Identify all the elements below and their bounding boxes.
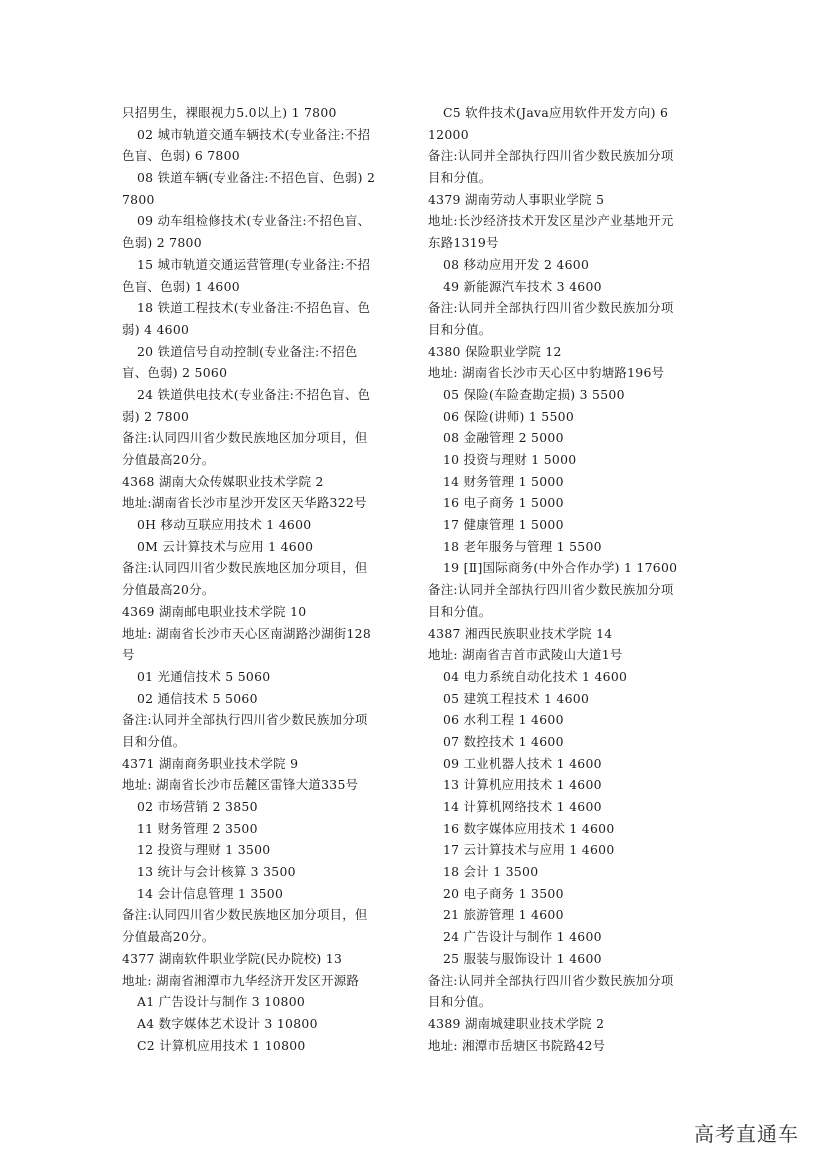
text-line: 09 动车组检修技术(专业备注:不招色盲、 [137,213,371,229]
text-line: 12 投资与理财 1 3500 [137,842,271,858]
text-line: 色弱) 2 7800 [122,235,202,251]
text-line: 49 新能源汽车技术 3 4600 [443,278,602,294]
right-column [428,102,793,1056]
text-line: 地址: 湖南省长沙市天心区南湖路沙湖街128 [122,625,372,641]
text-line: 目和分值。 [428,603,492,619]
text-line: 弱) 2 7800 [122,408,190,424]
text-line: 14 计算机网络技术 1 4600 [443,799,602,814]
text-line: 备注:认同四川省少数民族地区加分项目，但 [122,907,368,923]
text-line: 分值最高20分。 [122,929,215,945]
text-line: 4389 湖南城建职业技术学院 2 [428,1015,605,1031]
text-line: 06 水利工程 1 4600 [443,712,564,728]
text-line: 分值最高20分。 [122,582,215,598]
text-line: C5 软件技术(Java应用软件开发方向) 6 [443,105,669,120]
text-line: 17 云计算技术与应用 1 4600 [443,842,615,858]
text-line: 20 电子商务 1 3500 [443,885,564,901]
text-line: 14 财务管理 1 5000 [443,473,564,489]
text-line: 02 城市轨道交通车辆技术(专业备注:不招 [137,126,371,142]
text-line: 05 建筑工程技术 1 4600 [443,690,590,706]
text-line: 4380 保险职业学院 12 [428,343,562,359]
text-line: 目和分值。 [428,994,492,1010]
text-line: 7800 [122,191,155,207]
text-line: 24 铁道供电技术(专业备注:不招色盲、色 [137,386,371,402]
text-line: 04 电力系统自动化技术 1 4600 [443,668,628,684]
text-line: 地址: 湖南省吉首市武陵山大道1号 [428,647,623,663]
text-line: 备注:认同并全部执行四川省少数民族加分项 [428,582,674,598]
text-line: 4371 湖南商务职业技术学院 9 [122,755,299,771]
text-line: 备注:认同并全部执行四川省少数民族加分项 [428,148,674,164]
text-line: 25 服装与服饰设计 1 4600 [443,950,602,966]
text-line: 目和分值。 [428,170,492,186]
text-line: 地址: 湖南省长沙市岳麓区雷锋大道335号 [122,777,359,793]
text-line: 地址:湖南省长沙市星沙开发区天华路322号 [122,495,367,511]
text-line: 地址: 湖南省湘潭市九华经济开发区开源路 [122,972,360,988]
text-line: 24 广告设计与制作 1 4600 [443,929,602,945]
text-line: 02 市场营销 2 3850 [137,799,258,814]
text-line: 16 数字媒体应用技术 1 4600 [443,820,615,836]
text-line: 13 计算机应用技术 1 4600 [443,777,602,793]
text-line: 20 铁道信号自动控制(专业备注:不招色 [137,343,358,359]
text-line: 备注:认同并全部执行四川省少数民族加分项 [122,712,368,728]
text-line: 14 会计信息管理 1 3500 [137,885,284,901]
text-line: 06 保险(讲师) 1 5500 [443,408,575,424]
text-line: 09 工业机器人技术 1 4600 [443,755,602,771]
text-line: 08 金融管理 2 5000 [443,430,564,446]
text-line: 备注:认同并全部执行四川省少数民族加分项 [428,300,674,316]
text-line: 12000 [428,126,469,142]
text-line: 0M 云计算技术与应用 1 4600 [137,538,314,554]
text-line: 4368 湖南大众传媒职业技术学院 2 [122,473,324,489]
text-line: 分值最高20分。 [122,452,215,467]
text-line: 11 财务管理 2 3500 [137,820,258,836]
text-line: 18 会计 1 3500 [443,864,539,880]
text-line: 目和分值。 [122,733,186,749]
text-line: 盲、色弱) 2 5060 [122,365,228,381]
text-line: 4379 湖南劳动人事职业学院 5 [428,191,605,207]
text-line: 地址: 湘潭市岳塘区书院路42号 [428,1037,606,1053]
text-line: 05 保险(车险查勘定损) 3 5500 [443,386,625,402]
text-line: 15 城市轨道交通运营管理(专业备注:不招 [137,256,371,272]
text-line: 色盲、色弱) 6 7800 [122,148,240,164]
text-line: 备注:认同四川省少数民族地区加分项目，但 [122,560,368,576]
text-line: 东路1319号 [428,235,499,251]
text-line: 21 旅游管理 1 4600 [443,907,564,923]
text-line: 号 [122,647,135,663]
text-line: 18 铁道工程技术(专业备注:不招色盲、色 [137,300,371,316]
text-line: A1 广告设计与制作 3 10800 [137,994,306,1010]
text-line: 01 光通信技术 5 5060 [137,668,271,684]
text-line: 13 统计与会计核算 3 3500 [137,864,296,880]
text-line: 4387 湘西民族职业技术学院 14 [428,625,613,641]
text-line: 4369 湖南邮电职业技术学院 10 [122,603,307,619]
text-line: 地址: 湖南省长沙市天心区中豹塘路196号 [428,365,665,381]
text-line: 17 健康管理 1 5000 [443,517,564,533]
text-line: 10 投资与理财 1 5000 [443,452,577,467]
text-line: 目和分值。 [428,321,492,337]
text-line: 0H 移动互联应用技术 1 4600 [137,517,312,533]
text-line: 地址:长沙经济技术开发区星沙产业基地开元 [428,213,674,229]
text-line: 18 老年服务与管理 1 5500 [443,538,602,554]
text-line: 16 电子商务 1 5000 [443,495,564,511]
text-line: A4 数字媒体艺术设计 3 10800 [137,1015,318,1031]
text-line: 02 通信技术 5 5060 [137,690,258,706]
text-line: 只招男生，裸眼视力5.0以上) 1 7800 [122,105,337,120]
text-line: 弱) 4 4600 [122,321,190,337]
text-line: 备注:认同并全部执行四川省少数民族加分项 [428,972,674,988]
text-line: 07 数控技术 1 4600 [443,733,564,749]
text-line: 4377 湖南软件职业学院(民办院校) 13 [122,950,343,966]
text-line: 19 [Ⅱ]国际商务(中外合作办学) 1 17600 [443,560,678,576]
text-line: 色盲、色弱) 1 4600 [122,278,240,294]
text-line: 08 移动应用开发 2 4600 [443,256,590,272]
text-line: 08 铁道车辆(专业备注:不招色盲、色弱) 2 [137,170,376,186]
watermark-text: 高考直通车 [694,1122,799,1146]
text-line: C2 计算机应用技术 1 10800 [137,1037,306,1053]
text-line: 备注:认同四川省少数民族地区加分项目，但 [122,430,368,446]
